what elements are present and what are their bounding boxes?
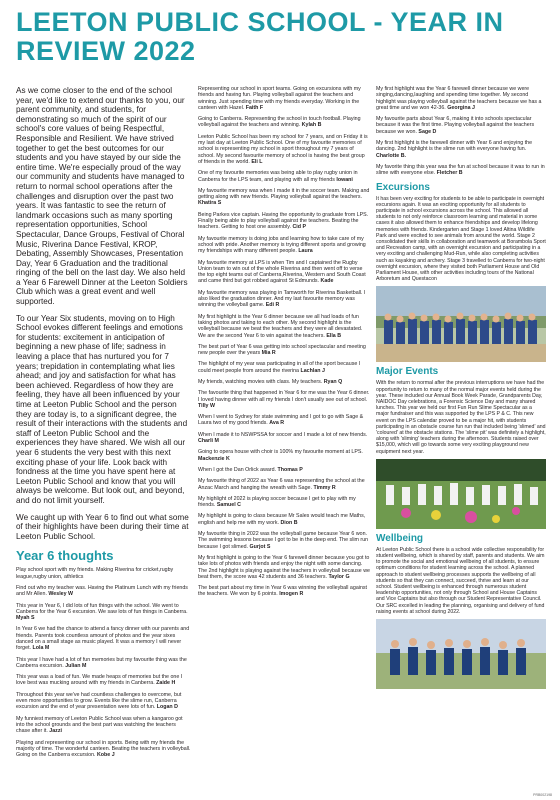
thought-text: My funniest memory of Leeton Public School was when a kangaroo got into the school grounds and the best part was watching the teachers chase after it. <box>16 715 183 735</box>
thought-text: When I went to Sydney for state swimming and I got to go with Sage & Laura two of my good friends. <box>198 414 364 427</box>
student-name: Cid P <box>292 224 306 231</box>
page-title: LEETON PUBLIC SCHOOL - YEAR IN REVIEW 2022 <box>16 7 504 66</box>
thought-text: When I made it to NSWPSSA for soccer and I made a lot of new friends. <box>198 431 368 438</box>
intro-paragraph: We caught up with Year 6 to find out what some of their highlights have been during their time at Leeton Public School. <box>16 512 189 541</box>
year6-thought <box>198 116 370 129</box>
major-events-body: With the return to normal after the previous interruptions we have had the opportunity to return to many of the normal major events held during the year. These included our Annual Book Week Parade, Grandparents Day, NAIDOC Day celebrations, a Forensic Science Day and many shared lunches. This year we held our first Fun Run Slime Spectacular as a major fundraiser and this was supported by the LPS P & C. This new event on the LPS calendar proved to be a major hit, with students participating in an obstacle course fun run that included being 'slimed' and 'coloured' at the obstacle stations. The 'slime pit' was definitely a highlight, along with 'sliming' teachers during the afternoon. Students raised over $15,000, which will go towards some very exciting playground new equipment next year. <box>376 380 546 455</box>
thought-text: Find out who my teacher was. Having the Platinum Lunch with my friends and Mr Allen. <box>16 584 188 598</box>
intro-paragraph: To our Year Six students, moving on to High School evokes different feelings and emotions for students: excitement in anticipation of beginning a new phase of life; sadness in leaving a place that has nurtured you for 7 years; trepidation in contemplating what lies ahead; and joy and satisfaction for what has been achieved. Regardless of how they are feeling, they have all been influenced by your time at Leeton Public School and the person they are today is, to a significant degree, the result of their interactions with the students and staff of Leeton Public School and the experiences they have shared. We wish all our year 6 students the very best with this next exciting phase of your life. Look back with fondness at the time you have spent here at Leeton Public School and know that you will always be welcome. But look out, and beyond, and do not limit yourself. <box>16 313 188 505</box>
year6-thought <box>16 674 191 687</box>
year6-thought <box>376 140 546 159</box>
year6-thought <box>198 236 370 255</box>
thought-text: This year I have had a lot of fun memories but my favourite thing was the Canberra excursion. <box>16 656 187 669</box>
student-name: Wesley W <box>48 591 74 598</box>
year6-thought <box>198 414 370 427</box>
thought-text: One of my favourite memories was being able to play rugby union in Canberra for the LPS team, and playing with all my friends <box>198 170 358 183</box>
year6-thought <box>16 740 191 759</box>
student-name: Ava R <box>269 420 285 427</box>
student-name: Lachlan J <box>300 367 325 374</box>
year6-thought <box>198 449 370 462</box>
student-name: Sage D <box>418 128 437 135</box>
student-name: Gurjot S <box>249 543 271 550</box>
year6-thoughts-list-left <box>16 567 191 758</box>
student-name: Dion B <box>280 519 298 526</box>
footer-code: PRB002198 <box>533 793 552 797</box>
student-name: Ryan Q <box>323 378 343 385</box>
year6-thought <box>198 496 370 509</box>
thought-text: My favourite memory was when I made it in the soccer team. Making and getting along with new friends. Playing volleyball against the teachers. <box>198 187 370 201</box>
student-name: Kade <box>320 278 334 285</box>
thought-text: My first highlight was the Year 6 farewell dinner because we were singing,dancing,laughing and spending time together. My second highlight was playing volleyball against the teachers because we has a great time and we won 42-36. <box>376 86 542 111</box>
thought-text: This year in Year 6, I did lots of fun things with the school. We went to Canberra for the Year 6 excursion. We saw lots of fun things in Canberra. <box>16 602 188 615</box>
year6-thought <box>198 467 370 473</box>
thought-text: Being Parkes vice captain. Having the opportunity to graduate from LPS. Finally being able to play volleyball against the teachers. Beating the teachers. Getting to host one assembly. <box>198 211 369 231</box>
thought-text: My favourite thing in 2022 was the volleyball game because Year 6 won. The swimming lessons because I got to be in the deep end. The slim run because I got slimed. <box>198 531 369 550</box>
student-name: Zaide H <box>156 680 176 687</box>
year6-thought <box>16 585 191 598</box>
thought-text: Going to Canberra. Representing the school in touch football. Playing volleyball against the teachers and winning. <box>198 116 361 129</box>
student-name: Lola M <box>32 645 50 652</box>
year6-thought <box>198 290 370 309</box>
year6-thought <box>198 86 370 111</box>
thought-text: Throughout this year we've had countless challenges to overcome, but even more opportunities to grow. Events like the slime run, Canberra excursion and the end of year presentation were lots of fun. <box>16 691 182 711</box>
thought-text: This year was a load of fun. We made heaps of memories but the one I love best was mucking around with my friends in Canberra. <box>16 674 183 687</box>
year6-thought <box>16 657 191 670</box>
column-left <box>16 86 191 791</box>
excursion-group-photo <box>376 286 546 362</box>
excursions-body: It has been very exciting for students to be able to participate in overnight excursions again. It was an exciting opportunity for all students to participate in school excursions across the school. This allowed all students to not only reinforce classroom learning and material in some cases it also allowed them to enhance friendships and develop lifelong memories with friends. Kindergarten and Stage 1 loved Altina Wildlife Park and were excited to see animals from around the world. Stage 2 consolidated their skills in collaboration and teamwork at Borambola Sport and Recreation camp, with an overnight excursion and participating in a very exciting and challenging Mud-Run, while also completing activities such as kayaking and archery. Stage 3 travelled to Canberra for two-night overnight excursion, where they visited both Parliament House and Old Parliament House, with other activities including tours of the National Arboretum and Questacon <box>376 195 546 283</box>
thought-text: My favourite memory was playing in Tamworth for Riverina Basketball. I also liked the graduation dinner. And my last favourite memory was winning the volleyball game. <box>198 289 366 309</box>
thought-text: The best part about my time in Year 6 was winning the volleyball against the teachers. We won by 6 points. <box>198 585 368 598</box>
thought-text: My favourite thing of 2022 as Year 6 was representing the school at the Anzac March and hanging the wreath with Sage. <box>198 478 365 491</box>
student-name: Charlotte B. <box>376 152 407 159</box>
year6-thought <box>198 379 370 385</box>
year6-thought <box>16 626 191 651</box>
student-name: Tilly W <box>198 402 215 409</box>
thought-text: My favorite thing this year was the fun at school because it was to run in slime with everyone else. <box>376 163 545 177</box>
wellbeing-heading: Wellbeing <box>376 532 424 544</box>
student-name: Kobe J <box>96 752 115 759</box>
thought-text: Leeton Public School has been my school for 7 years, and on Friday it is my last day at Leeton Public School. One of my favourite memories of school is representing my school in sport throughout my 7 years of school. My second favourite memory of school is having the best group of friends in the world. <box>198 133 368 165</box>
year6-thought <box>376 86 546 111</box>
major-events-heading: Major Events <box>376 366 439 378</box>
year6-thought <box>16 716 191 735</box>
year6-thought <box>198 478 370 491</box>
year6-thought <box>16 567 191 580</box>
student-name: Edi R <box>265 302 280 309</box>
student-name: Mia R <box>261 350 276 357</box>
year6-thought <box>198 531 370 550</box>
thought-text: Play school sport with my friends. Making Riverina for cricket,rugby league,rugby union, athletics <box>16 567 174 580</box>
year6-thoughts-list-middle <box>198 86 370 598</box>
thought-text: Going to opera house with choir is 100% my favourite moment at LPS. <box>198 449 363 456</box>
thought-text: My favourite memory is doing jobs and learning how to take care of my school with pride. Another memory is trying different sports and growing my friendships with many different people. <box>198 235 366 255</box>
student-name: Julian M <box>65 662 87 669</box>
student-name: Fletcher B <box>436 170 463 177</box>
year6-thought <box>376 164 546 177</box>
year6-thought <box>376 116 546 135</box>
year6-thought <box>198 260 370 285</box>
student-name: Georgina J <box>447 104 475 111</box>
thought-text: The best part of Year 6 was getting into school spectacular and meeting new people over the years <box>198 343 366 357</box>
student-name: Charli M <box>198 438 219 445</box>
thought-text: The favourite thing that happened in Year 6 for me was the Year 6 dinner. I loved having dinner with all my friends I don't usually see out of school. <box>198 390 370 403</box>
student-name: Eli L <box>251 158 263 165</box>
thought-text: My highlight is going to class because Mr Sales would teach me Maths, english and help me with my work. <box>198 513 366 526</box>
student-name: Imogen R <box>279 591 304 598</box>
year6-thought <box>198 344 370 357</box>
excursions-heading: Excursions <box>376 181 430 193</box>
year6-thought <box>198 188 370 207</box>
student-name: Iowani <box>336 176 353 183</box>
intro-text <box>16 86 191 541</box>
wellbeing-body: At Leeton Public School there is a school wide collective responsibility for student wellbeing, which is shared by staff, parents and students. We aim to promote the social and emotional wellbeing of all students, to ensure optimum conditions for student learning across the school. A planned approach to student wellbeing processes supports the wellbeing of all students so that they can connect, succeed, thrive and learn at our school. Student wellbeing is enhanced through numerous student leadership opportunities, not only through School and House Captains and Vice Captains but also through our Student Representative Council. Our SRC excelled in leading the planning, organising and delivery of fund raising events at school during 2022. <box>376 546 545 615</box>
thought-text: Playing and representing our school in sports. Being with my friends the majority of time. The wonderful canteen. Beating the teachers in volleyball. Going on the Canberra excursion. <box>16 739 191 759</box>
thought-text: My highlight of 2022 is playing soccer because I get to play with my friends. <box>198 495 356 509</box>
year6-thought <box>198 513 370 526</box>
wellbeing-photo <box>376 619 546 689</box>
major-events-photo <box>376 459 546 529</box>
year6-thought <box>198 212 370 231</box>
student-name: Ella B <box>326 332 342 339</box>
student-name: Thomas P <box>277 466 303 473</box>
year6-thought <box>16 603 191 622</box>
thought-text: My first highlight is the farewell dinner with Year 6 and enjoying the dancing. 2nd highlight is the slime run with everyone having fun. <box>376 140 533 153</box>
column-middle <box>198 86 370 791</box>
student-name: Mackenzie K <box>198 455 230 462</box>
student-name: Kylah B <box>301 122 322 129</box>
year6-thought <box>198 314 370 339</box>
year6-thoughts-heading: Year 6 thoughts <box>16 548 114 564</box>
thought-text: When I got the Dan Orlick award. <box>198 466 277 473</box>
student-name: Samuel C <box>216 502 241 509</box>
column-right <box>376 86 546 791</box>
student-name: Logan D <box>156 704 178 711</box>
student-name: Laura <box>298 248 313 255</box>
thought-text: My favourite parts about Year 6, making it into schools spectacular because it was the first time. Playing volleyball against the teachers because we won. <box>376 116 535 135</box>
student-name: Timmy R <box>313 484 336 491</box>
year6-thought <box>198 390 370 409</box>
thought-text: In Year 6 we had the chance to attend a fancy dinner with our parents and friends. Parents took countless amount of photos and the year sixes danced on a small stage as music played. It was a memory I will never forget. <box>16 626 190 652</box>
thought-text: Representing our school in sport teams. Going on excursions with my friends and having fun. Playing volleyball against the teachers and winning. Just spending time with my friends everyday. Working in the canteen with Hazel. <box>198 86 361 111</box>
thought-text: My friends, watching movies with class. My teachers. <box>198 378 323 385</box>
year6-thought <box>198 585 370 598</box>
year6-thought <box>198 432 370 445</box>
student-name: Jazzi <box>49 728 62 735</box>
year6-thoughts-list-right <box>376 86 546 177</box>
year6-thought <box>198 170 370 183</box>
year6-thought <box>198 361 370 374</box>
year6-thought <box>198 555 370 580</box>
thought-text: The highlight of my year was participating in all of the sport because I could meet people from around the riverina <box>198 361 361 374</box>
intro-paragraph: As we come closer to the end of the school year, we'd like to extend our thanks to you, our parent community, and students, for demonstrating so much of the spirit of our school's core values of being Respectful, Responsible and Resilient. We have strived together to get the best outcomes for our students and you have stayed by our side the entire time. We're especially proud of the way our community and students have managed to return to normal school operations after the challenges and disruption over the past two years. It was fantastic to see the return of landmark occasions such as many sporting representation opportunities, School Spectacular, Dance Groups, Festival of Choral Music, Riverina Dance Festival, KROP, Debating, Assembly Showcases, Presentation Day, Year 6 Graduation and the traditional ringing of the bell on the last day. We also held a Year 6 Farewell Dinner at the Leeton Soldiers Club which was a great event and well supported. <box>16 86 188 307</box>
student-name: Khatira S <box>198 200 222 207</box>
student-name: Taylor G <box>328 573 350 580</box>
student-name: Myah S <box>16 615 35 622</box>
thought-text: My favourite memory at LPS is when Tim and I captained the Rugby Union team to win out of the whole Riverina and then went off to verse the top eight teams out of Canberra,Riverina, Western and South Coast and came third but got robbed against St Edmunds. <box>198 259 366 285</box>
student-name: Faith F <box>245 104 264 111</box>
year6-thought <box>16 692 191 711</box>
thought-text: My first highlight is the Year 6 dinner because we all had loads of fun taking photos and taking to each other. My second highlight is the volleyball because we beat the teachers and they were all devastated. We are the second Year 6 to win against the teachers. <box>198 313 363 339</box>
year6-thought <box>198 134 370 165</box>
thought-text: My first highlight is going to the Year 6 farewell dinner because you got to take lots of photos with friends and enjoy the night with some dancing. The 2nd highlight is playing against the teachers in volleyball because we beat them, the score was 42 students and 36 teachers. <box>198 554 370 580</box>
